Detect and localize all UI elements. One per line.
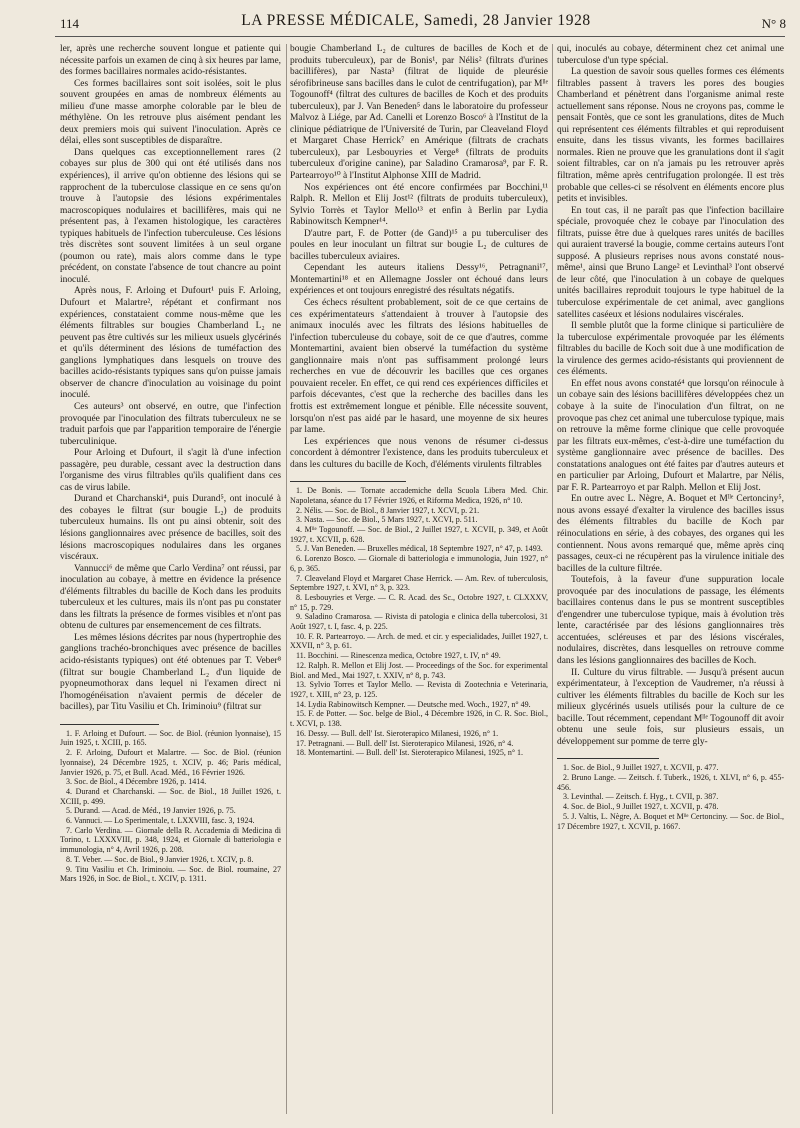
journal-title: LA PRESSE MÉDICALE, Samedi, 28 Janvier 1928 <box>241 12 591 29</box>
footnote: 6. Vannuci. — Lo Sperimentale, t. LXXVIII, fasc. 3, 1924. <box>66 816 255 826</box>
paragraph: Vannucci⁶ de même que Carlo Verdina⁷ ont réussi, par inoculation au cobaye, à mettre en évidence la présence d'éléments filtrables du bacille de Koch dans les produits tuberculeux et les cultures, mais ils n'ont pas pu constater dans les filtrats la présence de formes visibles et n'ont pas obtenu de cultures par ensemencement de ces filtrats. <box>60 563 281 632</box>
section-paragraph: II. Culture du virus filtrable. — Jusqu'à présent aucun expérimentateur, à l'exception de Vaudremer, n'a réussi à cultiver les éléments filtrables du bacille de Koch sur les milieux glycérinés usuels utilisés pour la culture de ce bacille. Tout récemment, cependant Mˡˡᵉ Togounoff dit avoir obtenu une seule fois, sur plusieurs essais, un développement sur pomme de terre gly- <box>557 667 784 747</box>
footnote: 9. Titu Vasiliu et Ch. Iriminoiu. — Soc. de Biol. roumaine, 27 Mars 1926, in Soc. de Biol., t. XCIV, p. 1311. <box>60 864 281 884</box>
paragraph: ler, après une recherche souvent longue et patiente qui nécessite parfois un examen de cinq à six heures par lame, des formes bacillaires normales acido-résistantes. <box>60 44 281 78</box>
footnotes-col1 <box>60 729 281 884</box>
paragraph: Nos expériences ont été encore confirmées par Bocchini,¹¹ Ralph. R. Mellon et Elij Jost¹² (filtrats de produits tuberculeux), Sylvio Torrès et Taylor Mello¹³ et enfin à Berlin par Lydia Rabinowitsch Kempner¹⁴. <box>290 182 548 228</box>
footnote-rule <box>60 724 159 725</box>
column-2 <box>290 44 548 1116</box>
paragraph: Dans quelques cas exceptionnellement rares (2 cobayes sur plus de 300 qui ont été utilisés dans nos expériences), il arrive qu'on obtienne des lésions qui se rapprochent de la tuberculose classique en ce sens qu'on trouve à l'autopsie des lésions expérimentales macroscopiques nodulaires et bacillifères, mais qui ne présentent pas, à l'examen histologique, les caractères typiques habituels de l'infection tuberculeuse. Ces lésions très discrètes sont souvent limitées à un seul organe (poumon ou rate), mais alors comme dans le type précédent, on constate l'absence de tout chancre au point inoculé. <box>60 147 281 285</box>
footnote: 4. Soc. de Biol., 9 Juillet 1927, t. XCVII, p. 478. <box>563 802 719 812</box>
paragraph: La question de savoir sous quelles formes ces éléments filtrables passent à travers les pores des bougies Chamberland et pénètrent dans l'organisme animal reste actuellement sans réponse. Nous ne croyons pas, comme le pensait Fontès, que ce sont les granulations, dites de Much qui représentent ces éléments filtrables et qui reproduisent ensuite, dans les tissus vivants, les formes bacillaires normales. Rien ne prouve que les granulations dont il s'agit soient filtrables, car on n'a jamais pu les retrouver après filtration, même après centrifugation prolongée. Il est très probable que celles-ci se résolvent en éléments encore plus petits et invisibles. <box>557 67 784 205</box>
column-3 <box>557 44 784 1116</box>
footnote: 3. Soc. de Biol., 4 Décembre 1926, p. 1414. <box>66 777 207 787</box>
footnote: 12. Ralph. R. Mellon et Elij Jost. — Proceedings of the Soc. for experimental Biol. and Med., Mai 1927, t. XXIV, n° 8, p. 743. <box>290 660 548 680</box>
footnote: 8. T. Veber. — Soc. de Biol., 9 Janvier 1926, t. XCIV, p. 8. <box>66 854 254 864</box>
footnote: 4. Mˡˡᵉ Togounoff. — Soc. de Biol., 2 Juillet 1927, t. XCVII, p. 349, et Août 1927, t. XCVII, p. 628. <box>290 525 548 544</box>
paragraph: En effet nous avons constaté⁴ que lorsqu'on réinocule à un cobaye sain des lésions bacillifères développées chez un cobaye à la suite de l'inoculation d'un filtrat, on ne provoque pas chez cet animal une tuberculose typique, mais on retrouve la même forme clinique que celle provoquée par les filtrats eux-mêmes, c'est-à-dire une tuméfaction du système ganglionnaire avec présence de bacilles. Des constatations analogues ont été faites par d'autres auteurs et en particulier par Arloing, Dufourt et Malartre, par Nélis, par F. R. Partearroyo et par Ralph. Mellon et Elij Jost. <box>557 378 784 493</box>
column-1 <box>60 44 281 1116</box>
issue-number: N° 8 <box>761 16 786 31</box>
page-number: 114 <box>60 16 80 31</box>
footnote: 13. Sylvio Torres et Taylor Mello. — Revista di Zootechnia e Veterinaria, 1927, t. XIII, n° 23, p. 125. <box>290 680 548 699</box>
footnote: 1. Soc. de Biol., 9 Juillet 1927, t. XCVII, p. 477. <box>563 763 719 773</box>
footnote: 17. Petragnani. — Bull. dell' Ist. Sieroterapico Milanesi, 1926, n° 4. <box>296 738 514 748</box>
paragraph: D'autre part, F. de Potter (de Gand)¹⁵ a pu tuberculiser des poules en leur inoculant un filtrat sur bougie L₂ de cultures de bacilles tuberculeux aviaires. <box>290 228 548 262</box>
paragraph: Après nous, F. Arloing et Dufourt¹ puis F. Arloing, Dufourt et Malartre², répétant et confirmant nos expériences, constataient comme nous-même que les éléments filtrables sur bougies Chamberland L₂ ne peuvent pas être cultivés sur les milieux usuels glycérinés et qu'ils déterminent des lésions de tuméfaction des ganglions lymphatiques dans lesquels on trouve des bacilles acido-résistants typiques sans qu'on puisse jamais observer de chancre d'inoculation au voisinage du point inoculé. <box>60 286 281 401</box>
footnote: 2. Bruno Lange. — Zeitsch. f. Tuberk., 1926, t. XLVI, n° 6, p. 455-456. <box>557 773 784 792</box>
footnote: 18. Montemartini. — Bull. dell' Ist. Sieroterapico Milanesi, 1925, n° 1. <box>296 748 524 758</box>
paragraph: Il semble plutôt que la forme clinique si particulière de la tuberculose expérimentale provoquée par les éléments filtrables du bacille de Koch soit due à une modification de la virulence des germes acido-résistants qui proviennent de ces éléments. <box>557 321 784 378</box>
paragraph: En outre avec L. Nègre, A. Boquet et Mˡˡᵉ Certonciny⁵, nous avons essayé d'exalter la virulence des bacilles issus des éléments filtrables du bacille de Koch par réinoculations en série, à des cobayes, des organes qui les contiennent. Nous avons remarqué que, même après cinq passages, ceux-ci ne récupèrent pas la virulence initiale des bacilles de la culture filtrée. <box>557 494 784 574</box>
footnote: 1. F. Arloing et Dufourt. — Soc. de Biol. (réunion lyonnaise), 15 Juin 1925, t. XCIII, p. 165. <box>60 728 281 748</box>
paragraph: bougie Chamberland L₂ de cultures de bacilles de Koch et de produits tuberculeux), par de Bonis¹, par Nélis² (filtrats d'urines bacillifères), par Nasta³ (filtrat de liquide de pleurésie sérofibrineuse sans bacilles dans le culot de centrifugation), par Mˡˡᵉ Togounoff⁴ (filtrat des cultures de bacilles de Koch et des produits tuberculeux), par J. Van Beneden⁵ dans le laboratoire du professeur Malvoz à Liége, par Ad. Canelli et Lorenzo Bosco⁶ à l'Institut de la clinique pédiatrique de l'Université de Turin, par Cleaveland Floyd et Margaret Chase Herrick⁷ en Amérique (filtrats de crachats tuberculeux), par Lesbouyries et Verge⁸ (filtrats de produits tuberculeux d'origine canine), par Saladino Cramarosa⁹, par F. R. Partearroyo¹⁰ à l'Institut Alphonse XIII de Madrid. <box>290 44 548 182</box>
footnotes-col2 <box>290 486 548 758</box>
paragraph: Cependant les auteurs italiens Dessy¹⁶, Petragnani¹⁷, Montemartini¹⁸ et en Allemagne Jossler ont échoué dans leurs expériences et ont toujours enregistré des résultats négatifs. <box>290 263 548 297</box>
footnote: 4. Durand et Charchanski. — Soc. de Biol., 18 Juillet 1926, t. XCIII, p. 499. <box>60 786 281 806</box>
footnote: 7. Carlo Verdina. — Giornale della R. Accademia di Medicina di Torino, t. LXXXVIII, p. 348, 1924, et Giornale di batteriologia e immunologia, n° 4, Avril 1926, p. 208. <box>60 825 281 855</box>
footnote: 9. Saladino Cramarosa. — Rivista di patologia e clinica della tubercolosi, 31 Août 1927, t. I, fasc. 4, p. 225. <box>290 612 548 632</box>
paragraph: Toutefois, à la faveur d'une suppuration locale provoquée par des inoculations de passage, les éléments bacillaires contenus dans le pus se montrent susceptibles d'engendrer une tuberculose typique, mais à évolution très lente, caractérisée par des lésions ganglionnaires très accentuées, scléreuses et par des lésions viscérales, nodulaires, discrètes, dans lesquelles on retrouve comme dans les lésions ganglionnaires des bacilles de Koch. <box>557 575 784 666</box>
footnote-rule <box>290 481 406 482</box>
paragraph: En tout cas, il ne paraît pas que l'infection bacillaire spéciale, provoquée chez le cobaye par l'inoculation des filtrats, puisse être due à quelques rares unités de bacilles qui auraient traversé la bougie, comme certains auteurs l'ont supposé. A plusieurs reprises nous avons constaté nous-même¹, ainsi que Bruno Lange² et Levinthal³ l'ont observé de leur côté, que l'inoculation à un cobaye de quelques unités bacillaires reproduit toujours le type habituel de la tuberculose expérimentale de cet animal, avec ganglions satellites caséeux et lésions nodulaires viscérales. <box>557 205 784 320</box>
paragraph: Les mêmes lésions décrites par nous (hypertrophie des ganglions trachéo-bronchiques avec présence de bacilles acido-résistants typiques) ont été obtenues par T. Veber⁸ (filtrat sur bougie Chamberland L₂ d'un liquide de pyopneumothorax dans lequel ni l'examen direct ni l'homogénéisation n'avaient permis de déceler de bacilles), par Titu Vasiliu et Ch. Iriminoiu⁹ (filtrat sur <box>60 632 281 713</box>
footnote: 5. J. Valtis, L. Nègre, A. Boquet et Mˡˡᵉ Certonciny. — Soc. de Biol., 17 Décembre 1927, t. XCVII, p. 1667. <box>557 811 784 831</box>
footnote: 11. Bocchini. — Rinescenza medica, Octobre 1927, t. IV, n° 49. <box>296 651 501 661</box>
footnote: 16. Dessy. — Bull. dell' Ist. Sieroterapico Milanesi, 1926, n° 1. <box>296 728 499 738</box>
footnote: 1. De Bonis. — Tornate accademiche della Scuola Libera Med. Chir. Napoletana, séance du 17 Février 1926, et Riforma Medica, 1926, n° 10. <box>290 486 548 505</box>
footnote: 5. Durand. — Acad. de Méd., 19 Janvier 1926, p. 75. <box>66 806 236 816</box>
footnote: 8. Lesbouyries et Verge. — C. R. Acad. des Sc., Octobre 1927, t. CLXXXV, n° 15, p. 729. <box>290 592 548 612</box>
paragraph: Les expériences que nous venons de résumer ci-dessus concordent à démontrer l'existence, dans les produits tuberculeux et dans les cultures du bacille de Koch, d'éléments virulents filtrables <box>290 436 548 470</box>
column-separator <box>552 44 553 1114</box>
paragraph: Pour Arloing et Dufourt, il s'agit là d'une infection passagère, peu durable, cessant avec la destruction dans l'organisme des virus filtrables qu'ils qualifient dans ces cas de virus labile. <box>60 448 281 493</box>
footnote: 2. Nélis. — Soc. de Biol., 8 Janvier 1927, t. XCVI, p. 21. <box>296 505 480 515</box>
header-rule <box>55 36 785 37</box>
footnote: 15. F. de Potter. — Soc. belge de Biol., 4 Décembre 1926, in C. R. Soc. Biol., t. XCVI, p. 138. <box>290 709 548 729</box>
paragraph: Durand et Charchanski⁴, puis Durand⁵, ont inoculé à des cobayes le filtrat (sur bougie L₂) de produits tuberculeux humains. Ils ont pu ainsi obtenir, soit des lésions ganglionnaires avec présence de bacilles, soit des lésions macroscopiques nodulaires dans les organes viscéraux. <box>60 494 281 563</box>
footnote: 3. Levinthal. — Zeitsch. f. Hyg., t. CVII, p. 387. <box>563 792 719 802</box>
paragraph: qui, inoculés au cobaye, déterminent chez cet animal une tuberculose d'un type spécial. <box>557 44 784 66</box>
footnote-rule <box>557 758 659 759</box>
page-header <box>46 10 786 36</box>
footnote: 6. Lorenzo Bosco. — Giornale di batteriologia e immunologia, Juin 1927, n° 6, p. 365. <box>290 554 548 573</box>
footnote: 5. J. Van Beneden. — Bruxelles médical, 18 Septembre 1927, n° 47, p. 1493. <box>296 544 543 554</box>
footnote: 10. F. R. Partearroyo. — Arch. de med. et cir. y especialidades, Juillet 1927, t. XXVII, n° 3, p. 61. <box>290 631 548 651</box>
footnote: 7. Cleaveland Floyd et Margaret Chase Herrick. — Am. Rev. of tuberculosis, Septembre 1927, t. XVI, n° 3, p. 323. <box>290 573 548 593</box>
paragraph: Ces échecs résultent probablement, soit de ce que certains de ces expérimentateurs s'attendaient à trouver à l'autopsie des animaux inoculés avec les filtrats des lésions habituelles de l'infection tuberculeuse du cobaye, soit de ce que d'autres, comme Montemartini, avaient bien observé la tuméfaction du système ganglionnaire mais n'ont pas suffisamment prolongé leurs recherches en vue de découvrir les bacilles que ces organes pouvaient receler. En effet, ce qui rend ces expériences difficiles et parfois décevantes, c'est que la recherche des bacilles dans les frottis est extrêmement longue et pénible. Elle nécessite souvent, lorsqu'on n'est pas aidé par le hasard, une moyenne de six heures par lame. <box>290 298 548 436</box>
footnote: 14. Lydia Rabinowitsch Kempner. — Deutsche med. Woch., 1927, n° 49. <box>296 699 531 709</box>
paragraph: Ces formes bacillaires sont soit isolées, soit le plus souvent groupées en amas de nombreux éléments au milieu d'une masse amorphe colorable par le bleu de méthylène. On les retrouve plus aisément pendant les deux premiers mois qui suivent l'inoculation. Après ce délai, elles sont susceptibles de disparaître. <box>60 78 281 147</box>
paragraph: Ces auteurs³ ont observé, en outre, que l'infection provoquée par l'inoculation des filtrats tuberculeux ne se traduit parfois que par l'apparition temporaire de l'énergie tuberculinique. <box>60 401 281 447</box>
footnotes-col3 <box>557 763 784 831</box>
footnote: 3. Nasta. — Soc. de Biol., 5 Mars 1927, t. XCVI, p. 511. <box>296 515 478 525</box>
footnote: 2. F. Arloing, Dufourt et Malartre. — Soc. de Biol. (réunion lyonnaise), 24 Décembre 1925, t. XCIV, p. 46; Paris médical, Janvier 1926, p. 75, et Bull. Acad. Méd., 16 Février 1926. <box>60 748 281 777</box>
column-separator <box>286 44 287 1114</box>
